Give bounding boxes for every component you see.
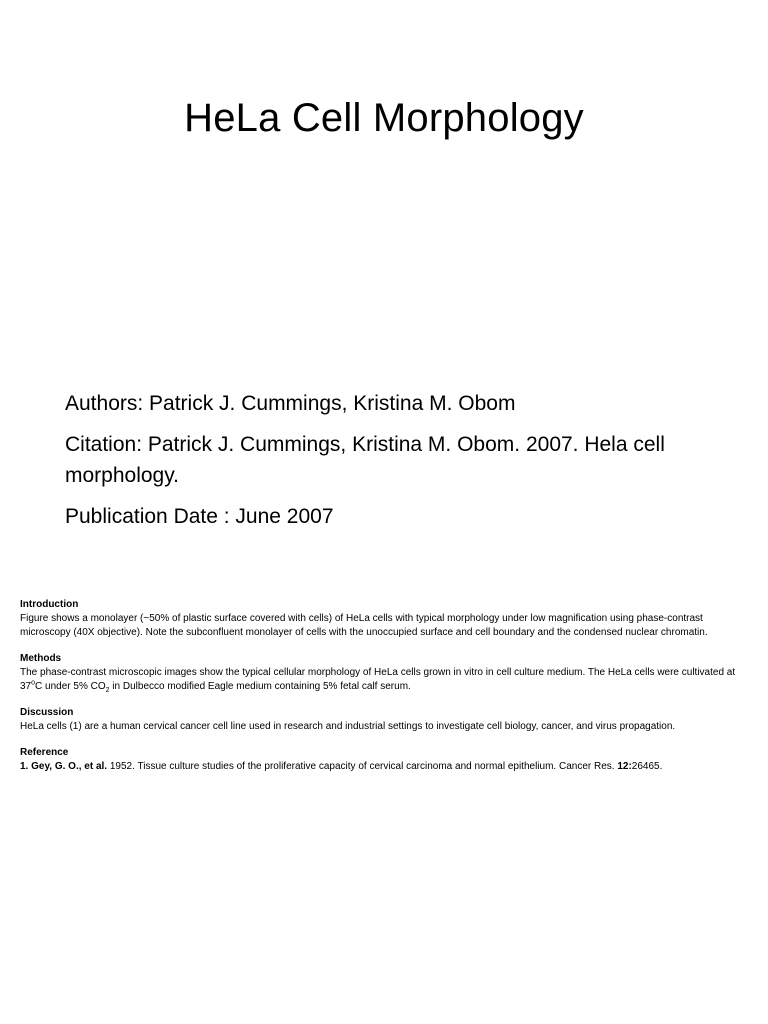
introduction-section <box>20 598 740 640</box>
discussion-section <box>20 706 740 734</box>
discussion-heading: Discussion <box>20 707 74 718</box>
methods-text <box>20 666 740 694</box>
reference-author: 1. Gey, G. O., et al. <box>20 761 108 772</box>
methods-text-after: in Dulbecco modified Eagle medium containing 5% fetal calf serum. <box>109 681 411 692</box>
introduction-heading: Introduction <box>20 599 79 610</box>
reference-heading: Reference <box>20 747 69 758</box>
authors-line: Authors: Patrick J. Cummings, Kristina M. Obom <box>65 392 516 415</box>
reference-entry <box>20 760 740 774</box>
publication-date-line: Publication Date : June 2007 <box>65 505 334 528</box>
reference-volume: 12: <box>617 761 632 772</box>
reference-text: 1952. Tissue culture studies of the proliferative capacity of cervical carcinoma and normal epithelium. Cancer Res. <box>107 761 618 772</box>
citation-line: Citation: Patrick J. Cummings, Kristina M. Obom. 2007. Hela cell morphology. <box>65 433 665 487</box>
co2-subscript: 2 <box>105 687 110 694</box>
document-meta <box>65 388 725 542</box>
page-title: HeLa Cell Morphology <box>184 96 584 140</box>
methods-heading: Methods <box>20 653 62 664</box>
methods-section <box>20 652 740 694</box>
introduction-text: Figure shows a monolayer (~50% of plastic surface covered with cells) of HeLa cells with typical morphology under low magnification using phase-contrast microscopy (40X objective). Note the subconfluent monolayer of cells with the unoccupied surface and cell boundary and the condensed nuclear chromatin. <box>20 613 708 638</box>
reference-section <box>20 746 740 774</box>
document-body <box>20 598 740 786</box>
degree-superscript: o <box>31 679 36 687</box>
discussion-text: HeLa cells (1) are a human cervical cancer cell line used in research and industrial settings to investigate cell biology, cancer, and virus propagation. <box>20 721 676 732</box>
methods-text-before: The phase-contrast microscopic images show the typical cellular morphology of HeLa cells grown in vitro in cell culture medium. The HeLa cells were cultivated at 37 <box>20 667 736 692</box>
reference-pages: 26465. <box>631 761 663 772</box>
methods-text-middle: C under 5% CO <box>35 681 106 692</box>
